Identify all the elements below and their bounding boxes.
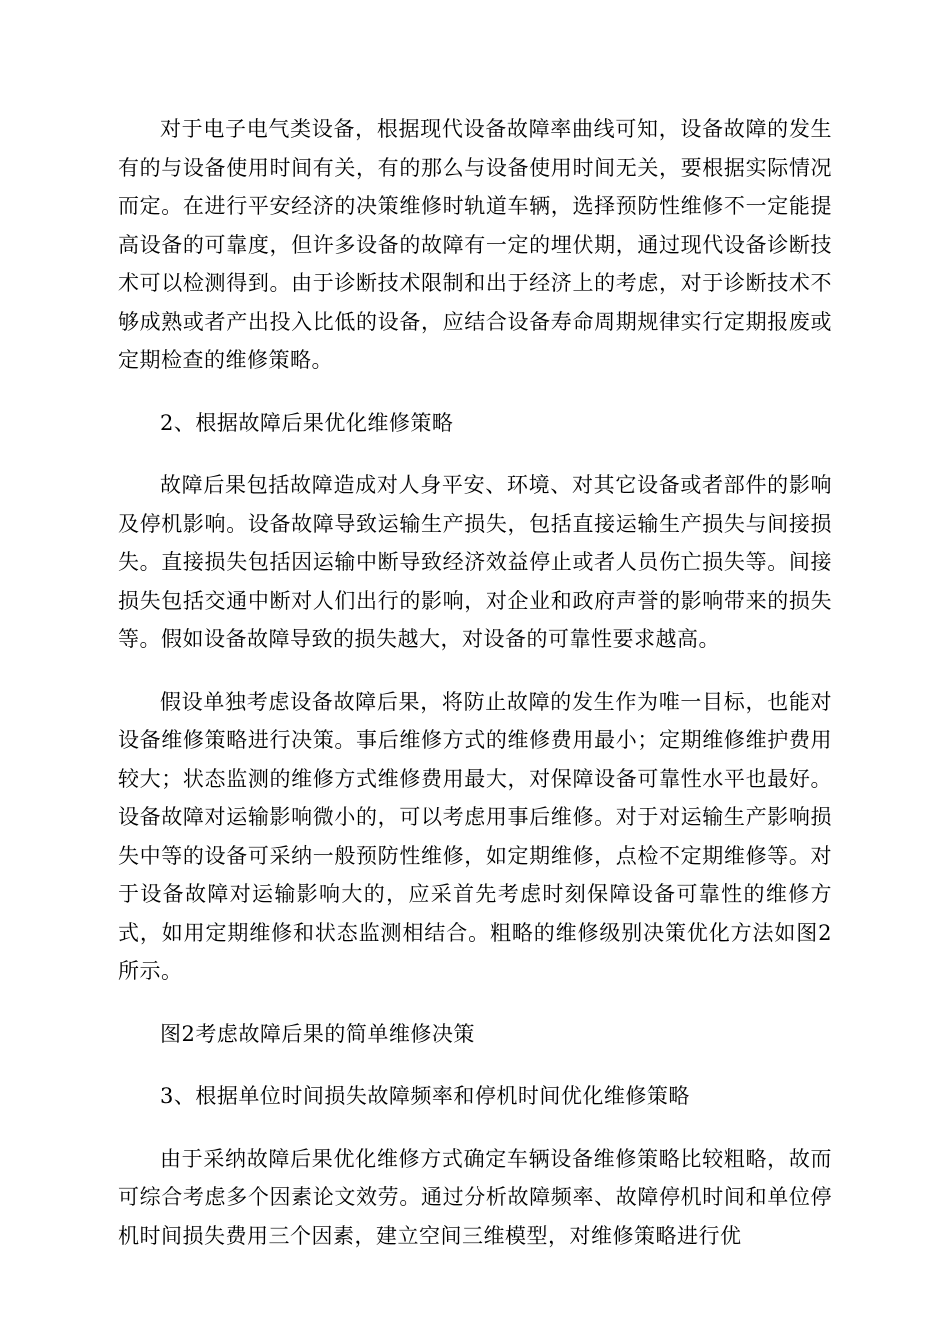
figure-caption-2: 图2考虑故障后果的简单维修决策 (160, 1021, 475, 1046)
paragraph-electrical-equipment: 对于电子电气类设备，根据现代设备故障率曲线可知，设备故障的发生有的与设备使用时间有关，有的那么与设备使用时间无关，要根据实际情况而定。在进行平安经济的决策维修时轨道车辆，选择预防性维修不一定能提高设备的可靠度，但许多设备的故障有一定的埋伏期，通过现代设备诊断技术可以检测得到。由于诊断技术限制和出于经济上的考虑，对于诊断技术不够成熟或者产出投入比低的设备，应结合设备寿命周期规律实行定期报废或定期检查的维修策略。 (118, 117, 832, 372)
paragraph-failure-consequences: 故障后果包括故障造成对人身平安、环境、对其它设备或者部件的影响及停机影响。设备故障导致运输生产损失，包括直接运输生产损失与间接损失。直接损失包括因运输中断导致经济效益停止或者人员伤亡损失等。间接损失包括交通中断对人们出行的影响，对企业和政府声誉的影响带来的损失等。假如设备故障导致的损失越大，对设备的可靠性要求越高。 (118, 473, 832, 651)
document-page (118, 110, 832, 1279)
paragraph-maintenance-decision: 假设单独考虑设备故障后果，将防止故障的发生作为唯一目标，也能对设备维修策略进行决策。事后维修方式的维修费用最小；定期维修维护费用较大；状态监测的维修方式维修费用最大，对保障设备可靠性水平也最好。设备故障对运输影响微小的，可以考虑用事后维修。对于对运输生产影响损失中等的设备可采纳一般预防性维修，如定期维修，点检不定期维修等。对于设备故障对运输影响大的，应采首先考虑时刻保障设备可靠性的维修方式，如用定期维修和状态监测相结合。粗略的维修级别决策优化方法如图2所示。 (118, 689, 832, 983)
paragraph-three-factors: 由于采纳故障后果优化维修方式确定车辆设备维修策略比较粗略，故而可综合考虑多个因素论文效劳。通过分析故障频率、故障停机时间和单位停机时间损失费用三个因素，建立空间三维模型，对维修策略进行优 (118, 1146, 832, 1248)
section-heading-2: 2、根据故障后果优化维修策略 (160, 410, 454, 435)
section-heading-3: 3、根据单位时间损失故障频率和停机时间优化维修策略 (160, 1084, 690, 1108)
